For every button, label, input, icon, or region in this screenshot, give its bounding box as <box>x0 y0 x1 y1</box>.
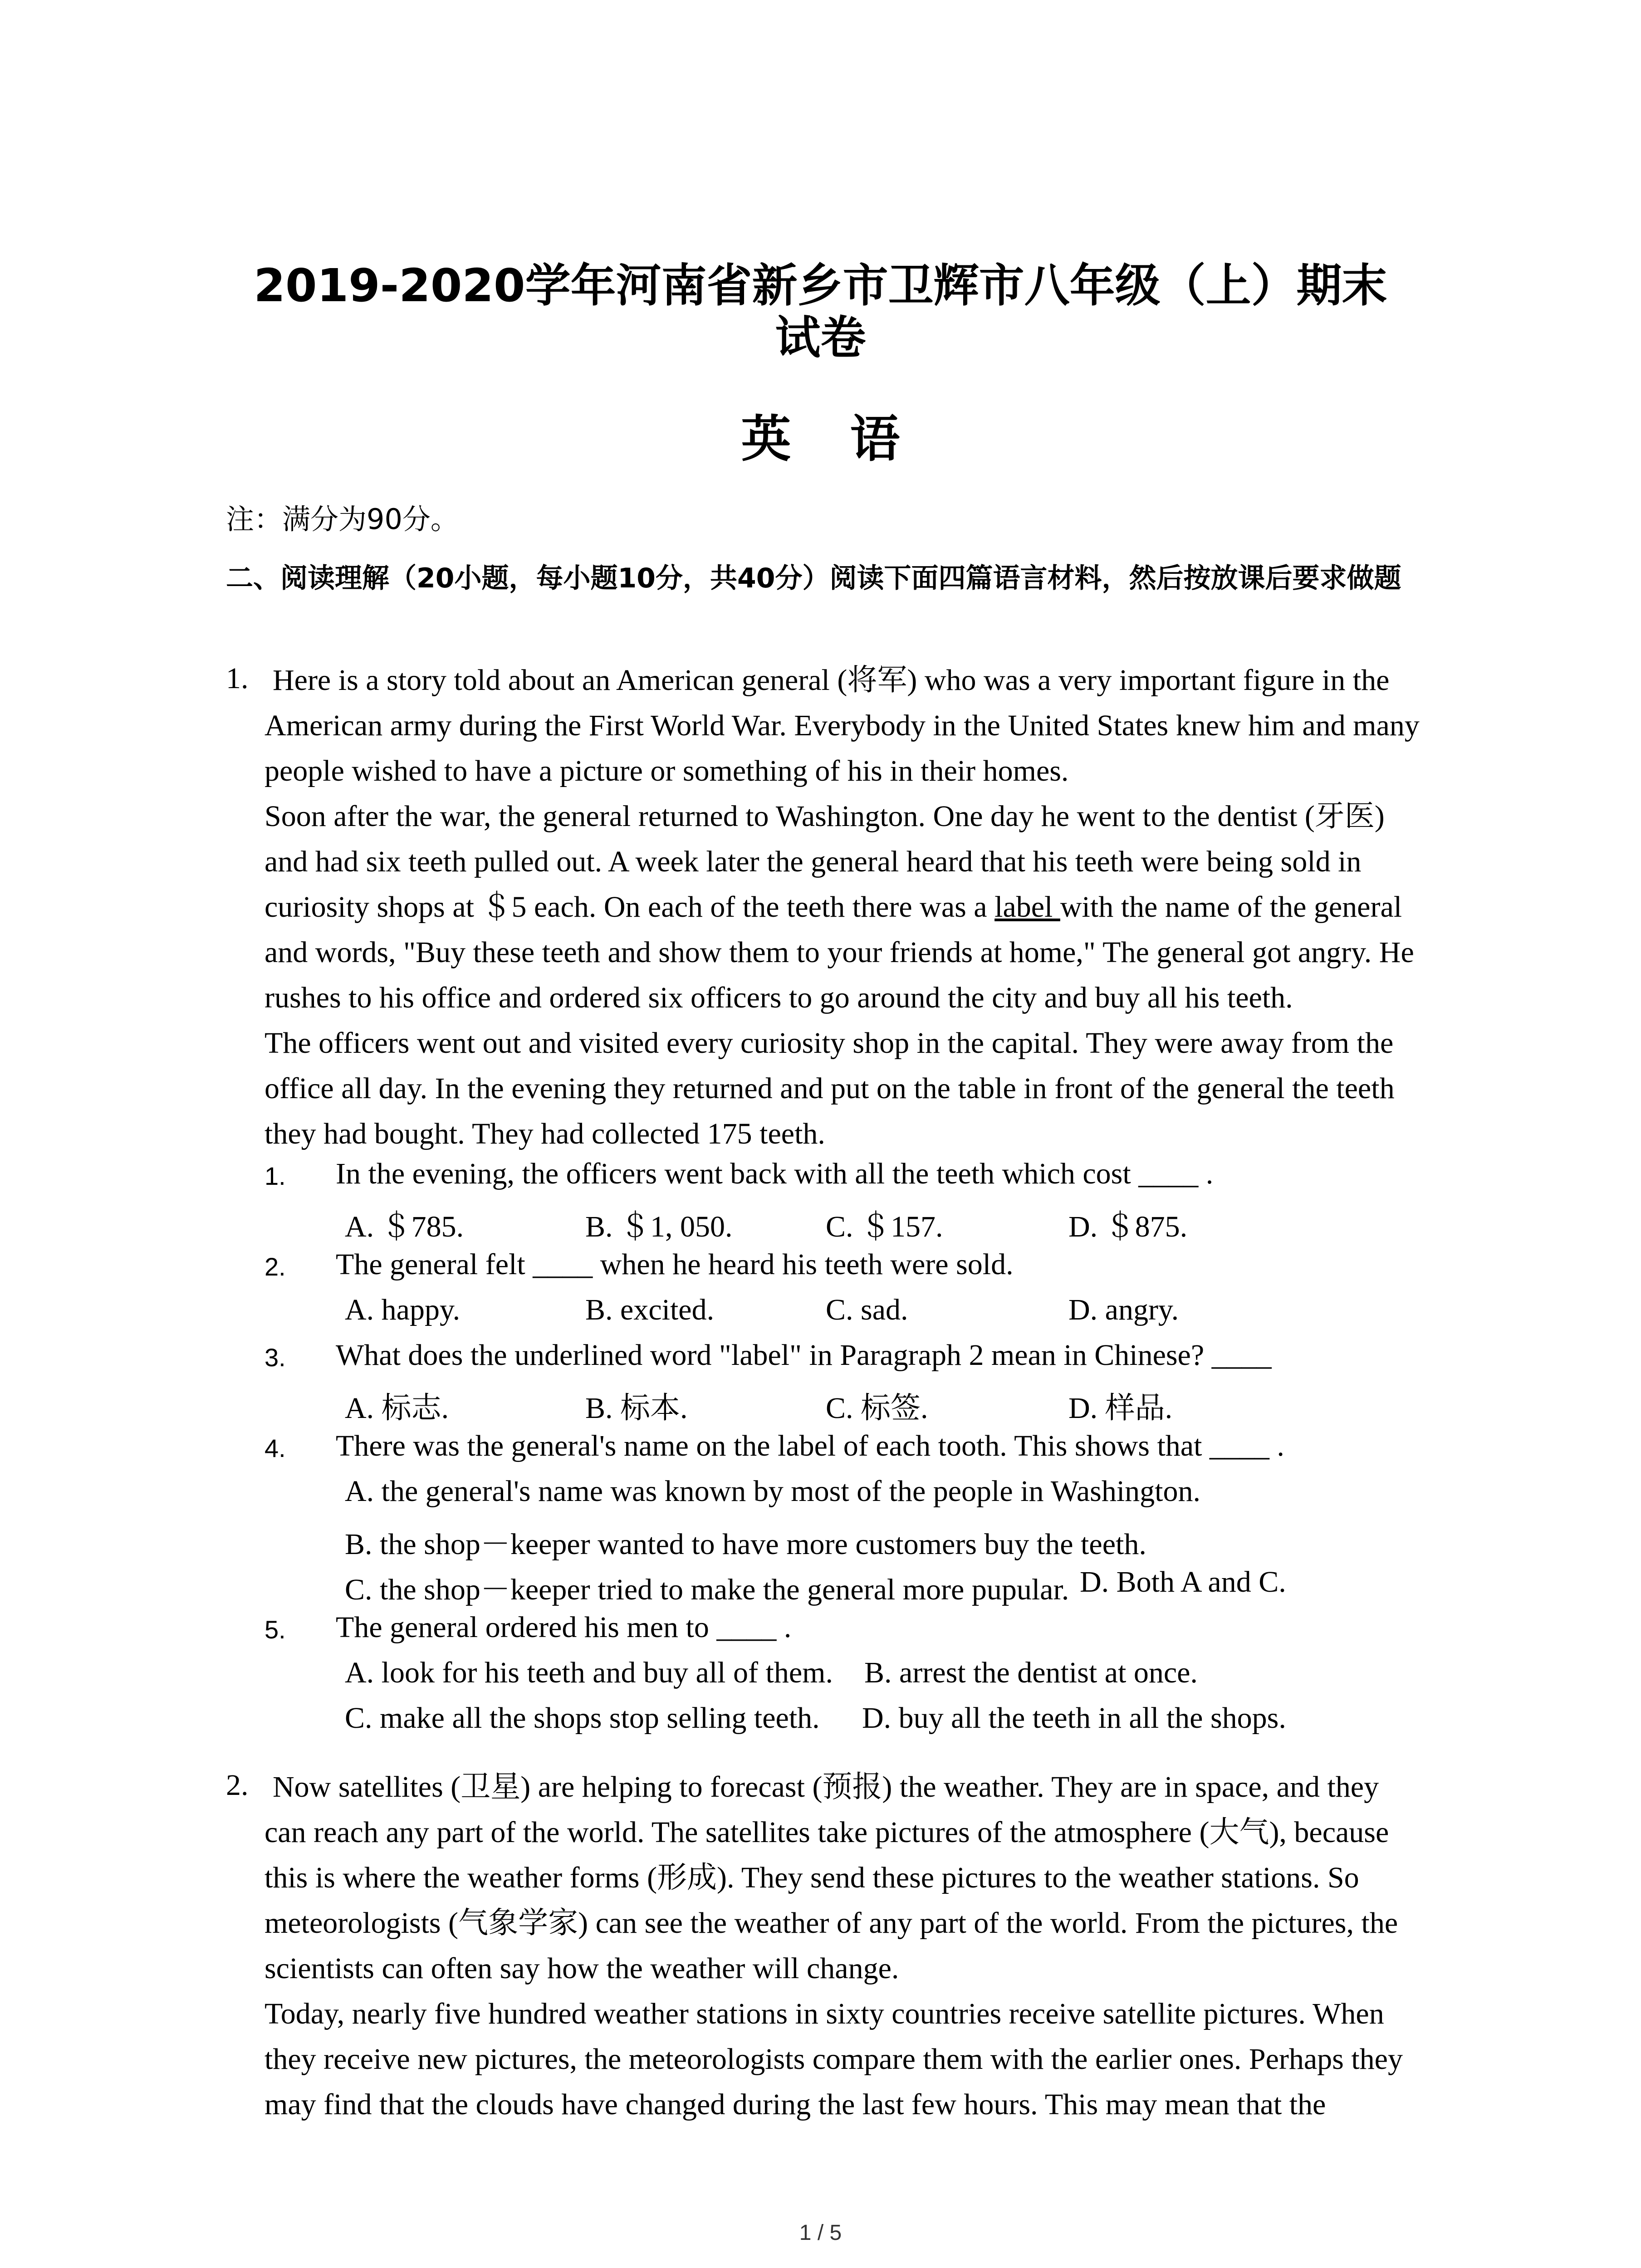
question-stem: There was the general's name on the label of each tooth. This shows that ____ . <box>336 1429 1284 1462</box>
score-note: 注：满分为90分。 <box>226 503 459 536</box>
passage-line: can reach any part of the world. The satellites take pictures of the atmosphere (大气), because <box>265 1816 1389 1849</box>
question-number: 4. <box>265 1434 286 1462</box>
question-number: 1. <box>265 1162 286 1190</box>
passage-line: meteorologists (气象学家) can see the weather of any part of the world. From the pictures, the <box>265 1906 1398 1940</box>
passage-line: they had bought. They had collected 175 teeth. <box>265 1117 825 1150</box>
option-a: A. ＄785. <box>345 1210 464 1243</box>
option-a: A. happy. <box>345 1293 460 1326</box>
passage-number: 2. <box>226 1769 249 1802</box>
option-c: C. make all the shops stop selling teeth. <box>345 1701 820 1735</box>
passage-line: Here is a story told about an American general (将军) who was a very important figure in the <box>273 664 1390 697</box>
question-number: 5. <box>265 1615 286 1644</box>
option-c: C. sad. <box>826 1293 908 1326</box>
passage-line: they receive new pictures, the meteorologists compare them with the earlier ones. Perhaps they <box>265 2043 1403 2076</box>
passage-line: and had six teeth pulled out. A week later the general heard that his teeth were being sold in <box>265 845 1362 878</box>
option-c: C. ＄157. <box>826 1210 943 1243</box>
question-stem: The general felt ____ when he heard his teeth were sold. <box>336 1248 1014 1281</box>
passage-line: The officers went out and visited every curiosity shop in the capital. They were away from the <box>265 1026 1394 1060</box>
option-b: B. ＄1, 050. <box>585 1210 733 1243</box>
option-a: A. the general's name was known by most of the people in Washington. <box>345 1475 1200 1508</box>
option-b: B. the shop－keeper wanted to have more customers buy the teeth. <box>345 1528 1146 1561</box>
passage-2-text <box>265 1765 1462 2127</box>
passage-line: and words, "Buy these teeth and show them to your friends at home," The general got angry. He <box>265 936 1414 969</box>
underlined-word-label: label <box>994 890 1060 924</box>
passage-line: may find that the clouds have changed during the last few hours. This may mean that the <box>265 2088 1326 2121</box>
passage-text: curiosity shops at ＄5 each. On each of the teeth there was a <box>265 890 995 924</box>
passage-line: Today, nearly five hundred weather stations in sixty countries receive satellite pictures. When <box>265 1997 1384 2030</box>
passage-line: Soon after the war, the general returned to Washington. One day he went to the dentist (牙医) <box>265 800 1385 833</box>
subject-title: 英语 <box>741 410 959 468</box>
passage-line: this is where the weather forms (形成). They send these pictures to the weather stations. So <box>265 1861 1359 1894</box>
exam-title-line1: 2019-2020学年河南省新乡市卫辉市八年级（上）期末 <box>254 259 1387 312</box>
passage-line: Now satellites (卫星) are helping to forecast (预报) the weather. They are in space, and they <box>273 1770 1379 1804</box>
option-b: B. excited. <box>585 1293 715 1326</box>
option-d: D. 样品. <box>1068 1392 1173 1425</box>
option-a: A. 标志. <box>345 1392 449 1425</box>
page-number: 1 / 5 <box>799 2221 842 2245</box>
option-b: B. 标本. <box>585 1392 688 1425</box>
passage-number: 1. <box>226 662 249 695</box>
question-stem: What does the underlined word "label" in Paragraph 2 mean in Chinese? ____ <box>336 1339 1272 1372</box>
option-c: C. 标签. <box>826 1392 928 1425</box>
option-d: D. buy all the teeth in all the shops. <box>862 1701 1286 1735</box>
exam-title-line2: 试卷 <box>775 311 866 364</box>
passage-line: office all day. In the evening they returned and put on the table in front of the general the teeth <box>265 1072 1395 1105</box>
passage-line <box>265 885 1462 930</box>
passage-line: American army during the First World War. Everybody in the United States knew him and many <box>265 709 1420 742</box>
passage-line: people wished to have a picture or something of his in their homes. <box>265 754 1069 787</box>
passage-line: scientists can often say how the weather will change. <box>265 1952 899 1985</box>
option-d: D. Both A and C. <box>1080 1565 1286 1598</box>
option-b: B. arrest the dentist at once. <box>864 1656 1198 1689</box>
option-d: D. angry. <box>1068 1293 1179 1326</box>
passage-line: rushes to his office and ordered six officers to go around the city and buy all his teeth. <box>265 981 1293 1014</box>
option-c: C. the shop－keeper tried to make the general more pupular. <box>345 1573 1069 1606</box>
question-stem: The general ordered his men to ____ . <box>336 1611 792 1644</box>
question-number: 3. <box>265 1343 286 1372</box>
passage-text: with the name of the general <box>1060 890 1402 924</box>
option-d: D. ＄875. <box>1068 1210 1188 1243</box>
passage-1-text <box>265 658 1462 1157</box>
option-a: A. look for his teeth and buy all of them. <box>345 1656 833 1689</box>
section-heading: 二、阅读理解（20小题，每小题10分，共40分）阅读下面四篇语言材料，然后按放课后要求做题 <box>226 562 1401 594</box>
question-stem: In the evening, the officers went back with all the teeth which cost ____ . <box>336 1157 1214 1190</box>
question-number: 2. <box>265 1252 286 1281</box>
